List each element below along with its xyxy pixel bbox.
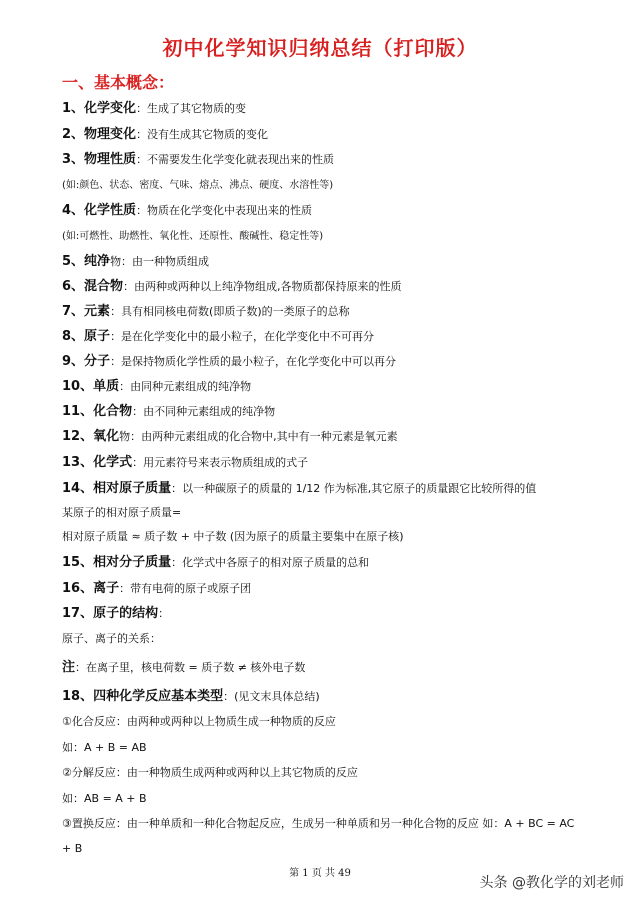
item-note: (如:颜色、状态、密度、气味、熔点、沸点、硬度、水溶性等) (62, 180, 334, 191)
item-line: 2、物理变化：没有生成其它物质的变化 (62, 127, 269, 142)
item-line: 17、原子的结构： (62, 606, 170, 621)
item-plain: + B (62, 842, 83, 855)
item-plain: 某原子的相对原子质量= (62, 506, 182, 519)
item-line: 9、分子：是保持物质化学性质的最小粒子，在化学变化中可以再分 (62, 354, 397, 369)
item-line: 11、化合物：由不同种元素组成的纯净物 (62, 404, 276, 419)
item-plain: 相对原子质量 ≈ 质子数 + 中子数 (因为原子的质量主要集中在原子核) (62, 530, 404, 543)
item-plain: ②分解反应：由一种物质生成两种或两种以上其它物质的反应 (62, 766, 358, 779)
item-line: 18、四种化学反应基本类型：(见文末具体总结) (62, 689, 320, 704)
item-line: 14、相对原子质量：以一种碳原子的质量的 1/12 作为标准,其它原子的质量跟它比较所得的值 (62, 481, 537, 496)
section-heading: 一、基本概念： (62, 73, 175, 92)
page-number: 第 1 页 共 49 (289, 868, 351, 879)
item-line: 13、化学式：用元素符号来表示物质组成的式子 (62, 455, 309, 470)
item-plain: ①化合反应：由两种或两种以上物质生成一种物质的反应 (62, 715, 336, 728)
item-line: 1、化学变化：生成了其它物质的变 (62, 101, 247, 116)
item-line: 5、纯净物：由一种物质组成 (62, 254, 210, 269)
item-line: 6、混合物：由两种或两种以上纯净物组成,各物质都保持原来的性质 (62, 279, 402, 294)
item-line: 4、化学性质：物质在化学变化中表现出来的性质 (62, 203, 313, 218)
item-line: 16、离子：带有电荷的原子或原子团 (62, 581, 252, 596)
item-plain: 如：A + B = AB (62, 741, 147, 754)
item-plain: 原子、离子的关系： (62, 632, 161, 645)
watermark: 头条 @教化学的刘老师 (479, 875, 624, 891)
document-title: 初中化学知识归纳总结（打印版） (162, 36, 478, 60)
item-line: 3、物理性质：不需要发生化学变化就表现出来的性质 (62, 152, 335, 167)
item-line: 10、单质：由同种元素组成的纯净物 (62, 379, 252, 394)
item-line: 15、相对分子质量：化学式中各原子的相对原子质量的总和 (62, 555, 370, 570)
item-line: 注：在离子里，核电荷数 = 质子数 ≠ 核外电子数 (62, 660, 306, 675)
item-line: 8、原子：是在化学变化中的最小粒子，在化学变化中不可再分 (62, 329, 375, 344)
item-plain: 如：AB = A + B (62, 792, 147, 805)
item-plain: ③置换反应：由一种单质和一种化合物起反应，生成另一种单质和另一种化合物的反应 如：A + BC = AC (62, 817, 575, 830)
item-line: 7、元素：具有相同核电荷数(即质子数)的一类原子的总称 (62, 304, 350, 319)
item-note: (如:可燃性、助燃性、氧化性、还原性、酸碱性、稳定性等) (62, 231, 324, 242)
item-line: 12、氧化物：由两种元素组成的化合物中,其中有一种元素是氧元素 (62, 429, 398, 444)
